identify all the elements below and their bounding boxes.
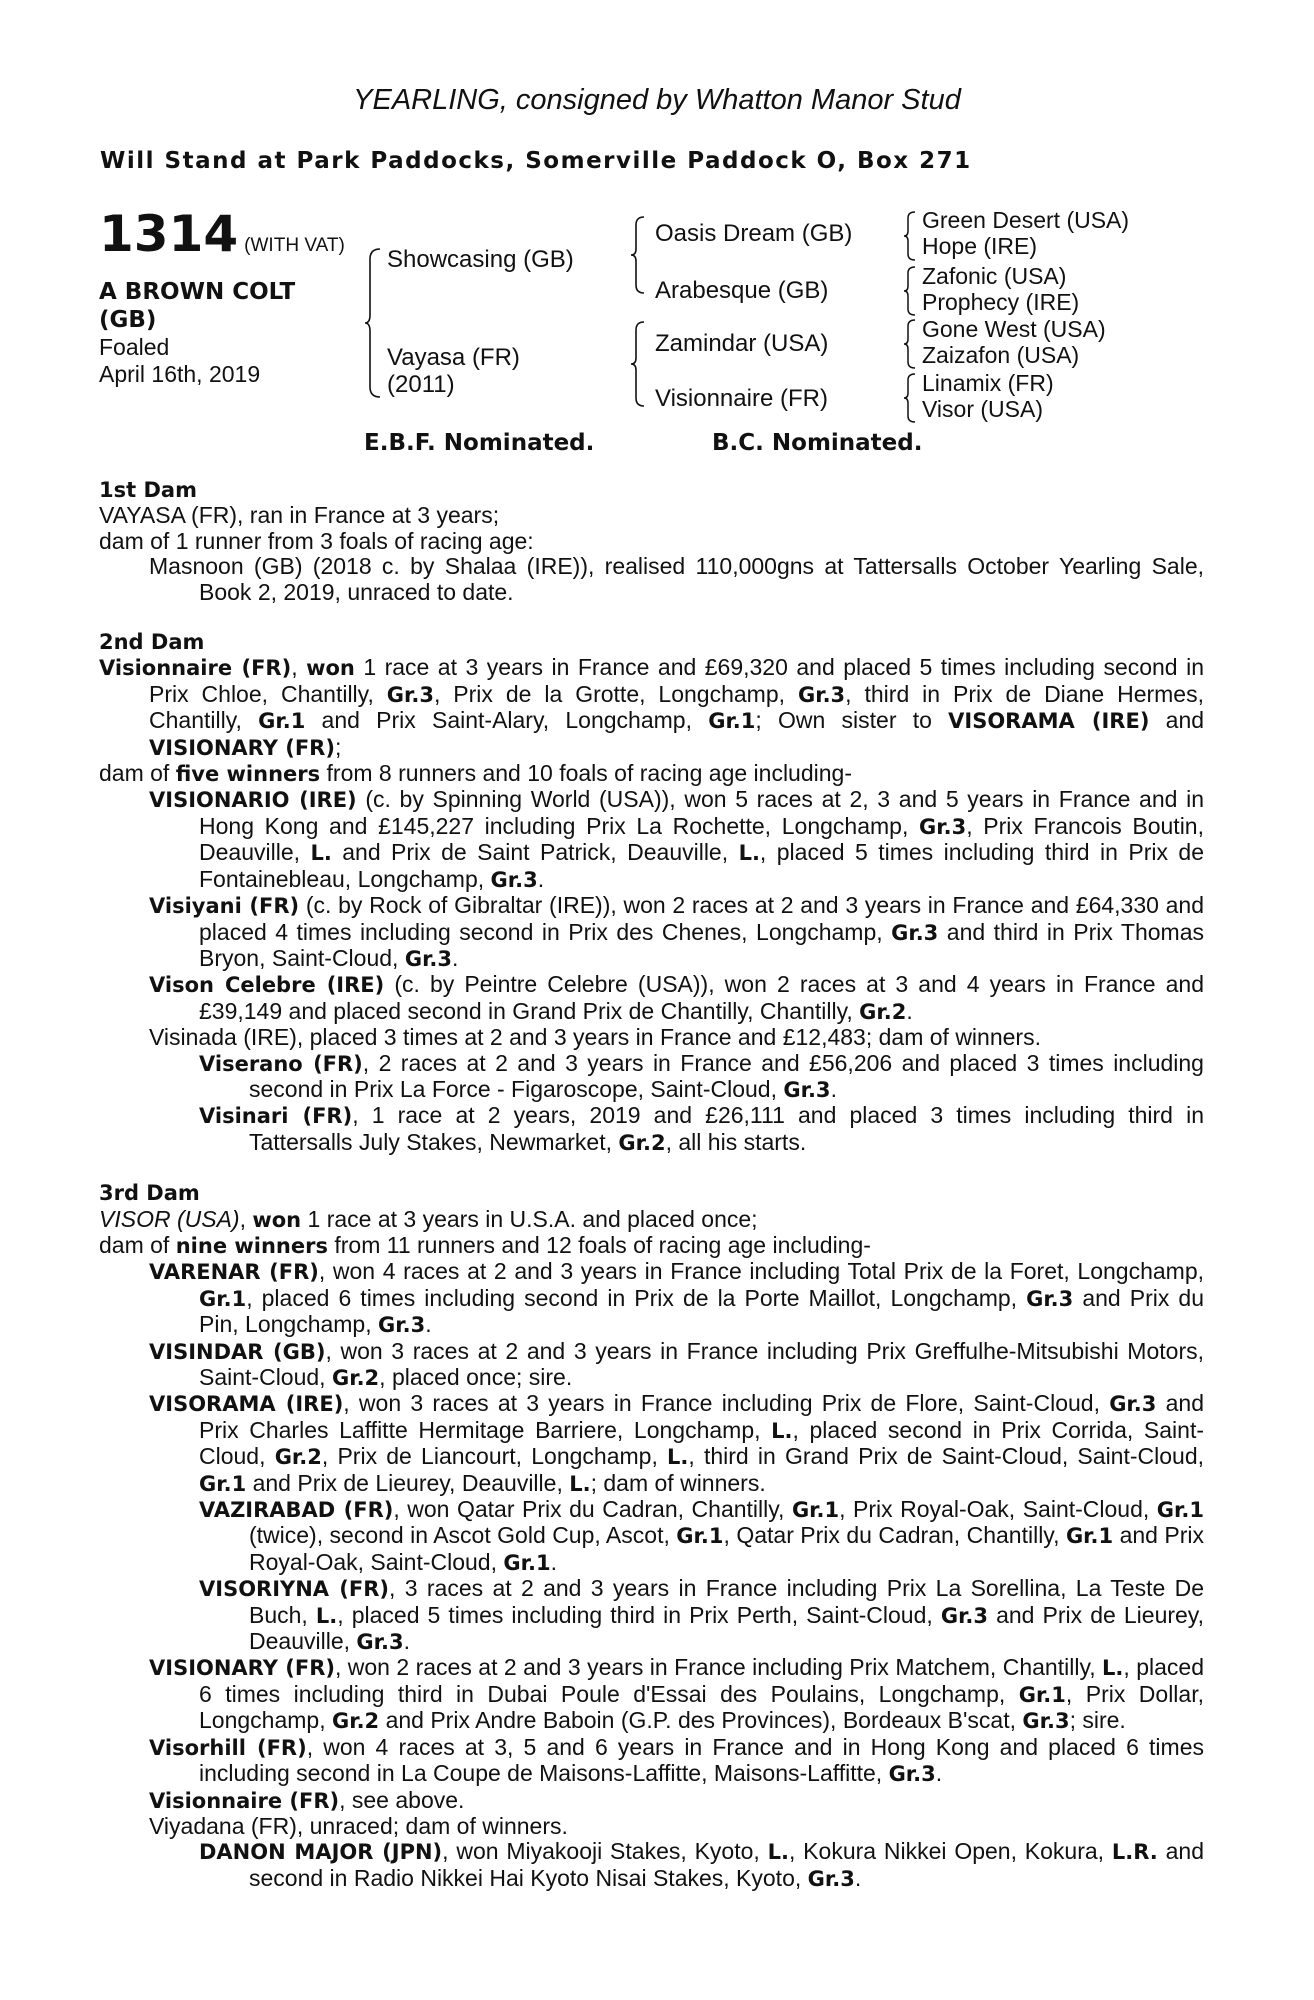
grade-label: L. xyxy=(667,1445,689,1470)
grade-label: Gr.3 xyxy=(356,1630,404,1655)
text-segment: . xyxy=(537,865,545,892)
grade-label: Gr.1 xyxy=(1065,1524,1114,1549)
horse-name: VISORAMA (IRE) xyxy=(149,1392,344,1417)
text-segment: , won 4 races at 3, 5 and 6 years in France and in Hong Kong and placed 6 times including second in La Coupe de Maisons-Laffitte, Maisons-Laffitte, xyxy=(199,1733,1204,1787)
horse-name: Visiyani (FR) xyxy=(149,894,300,919)
text-segment: (c. by Rock of Gibraltar (IRE)), won 2 races at 2 and 3 years in France and £64,330 and placed 4 times including second in Prix des Chenes, Longchamp, xyxy=(199,892,1205,945)
grade-label: Gr.1 xyxy=(676,1524,724,1549)
text-segment: , won 3 races at 3 years in France including Prix de Flore, Saint-Cloud, xyxy=(343,1390,1110,1417)
sister-name: VISORAMA (IRE) xyxy=(948,709,1150,734)
text-segment: from 11 runners and 12 foals of racing age including- xyxy=(327,1231,871,1258)
grade-label: L. xyxy=(738,841,760,866)
first-dam-produce: Masnoon (GB) (2018 c. by Shalaa (IRE)), realised 110,000gns at Tattersalls October Yearling Sale, Book 2, 2019, unraced to date. xyxy=(149,553,1204,605)
grade-label: L. xyxy=(310,841,332,866)
grade-label: Gr.3 xyxy=(490,867,538,892)
produce-visinari xyxy=(99,1103,1204,1156)
text-segment: (c. by Peintre Celebre (USA)), won 2 races at 3 and 4 years in France and £39,149 and placed second in Grand Prix de Chantilly, Chantilly, xyxy=(199,971,1204,1024)
text-segment: , won 2 races at 2 and 3 years in France including Prix Matchem, Chantilly, xyxy=(334,1654,1103,1681)
horse-name: VISIONARY (FR) xyxy=(149,1656,335,1681)
pedigree-g4: Prophecy (IRE) xyxy=(922,289,1080,315)
pedigree-g2: Hope (IRE) xyxy=(922,233,1038,259)
text-segment: , all his starts. xyxy=(665,1128,807,1155)
grade-label: Gr.1 xyxy=(199,1471,247,1496)
third-dam-entry: VISOR (USA), won 1 race at 3 years in U.S.A. and placed once; xyxy=(99,1205,758,1232)
text-segment: ; dam of winners. xyxy=(590,1469,766,1496)
produce-visinada: Visinada (IRE), placed 3 times at 2 and 3 years in France and £12,483; dam of winners. xyxy=(149,1024,1041,1051)
bc-nominated: B.C. Nominated. xyxy=(712,430,923,456)
grade-label: Gr.3 xyxy=(1109,1392,1157,1417)
grade-label: Gr.3 xyxy=(378,1313,426,1338)
second-dam-heading: 2nd Dam xyxy=(99,630,205,655)
grade-label: L.R. xyxy=(1111,1840,1158,1865)
produce-visionnaire xyxy=(99,1788,1204,1814)
text-segment: (twice), second in Ascot Gold Cup, Ascot, xyxy=(249,1522,677,1549)
text-segment: . xyxy=(425,1311,432,1338)
pedigree-g1: Green Desert (USA) xyxy=(922,207,1130,233)
first-dam-line1: VAYASA (FR), ran in France at 3 years; xyxy=(99,502,500,529)
grade-label: L. xyxy=(569,1471,591,1496)
text-segment: and Prix du Pin, Longchamp, xyxy=(199,1284,1204,1338)
catalogue-text xyxy=(99,478,1204,1892)
horse-name: VAZIRABAD (FR) xyxy=(199,1498,394,1523)
won-label: won xyxy=(306,656,355,681)
grade-label: Gr.3 xyxy=(797,682,846,707)
text-segment: . xyxy=(452,944,459,971)
text-segment: , Kokura Nikkei Open, Kokura, xyxy=(788,1838,1112,1865)
text-segment: , Prix de la Grotte, Longchamp, xyxy=(433,680,798,707)
horse-name: Vison Celebre (IRE) xyxy=(149,973,385,998)
pedigree-g7: Linamix (FR) xyxy=(922,370,1054,396)
lot-block xyxy=(99,205,359,388)
produce-vison-celebre xyxy=(99,972,1204,1025)
grade-label: L. xyxy=(315,1603,338,1628)
text-segment: and Prix de Lieurey, Deauville, xyxy=(249,1601,1204,1655)
text-segment: , Prix Dollar, Longchamp, xyxy=(199,1680,1204,1734)
pedigree-sire: Showcasing (GB) xyxy=(387,246,574,273)
text-segment: and xyxy=(1149,707,1205,734)
horse-name: Viserano (FR) xyxy=(199,1051,363,1076)
text-segment: , Prix Francois Boutin, Deauville, xyxy=(199,812,1204,866)
third-dam-name: VISOR (USA) xyxy=(99,1205,240,1232)
winners-count: nine winners xyxy=(175,1233,328,1258)
horse-name: Visorhill (FR) xyxy=(149,1735,307,1760)
lot-number-line xyxy=(99,205,359,272)
third-dam-heading: 3rd Dam xyxy=(99,1181,200,1206)
grade-label: Gr.3 xyxy=(940,1603,989,1628)
grade-label: Gr.3 xyxy=(1022,1709,1070,1734)
stand-location: Will Stand at Park Paddocks, Somerville Paddock O, Box 271 xyxy=(100,148,972,174)
grade-label: Gr.1 xyxy=(503,1550,551,1575)
text-segment: . xyxy=(854,1864,862,1891)
grade-label: L. xyxy=(1102,1656,1124,1681)
produce-viserano xyxy=(99,1051,1204,1104)
produce-visorama xyxy=(99,1391,1204,1497)
horse-name: Visinari (FR) xyxy=(199,1104,353,1129)
grade-label: Gr.2 xyxy=(618,1130,666,1155)
text-segment: dam of xyxy=(99,1231,176,1258)
text-segment: ; Own sister to xyxy=(755,707,949,734)
text-segment: and Prix de Lieurey, Deauville, xyxy=(246,1469,570,1496)
text-segment: , Qatar Prix du Cadran, Chantilly, xyxy=(723,1522,1066,1549)
produce-visiyani xyxy=(99,893,1204,972)
first-dam-line2: dam of 1 runner from 3 foals of racing age: xyxy=(99,527,534,554)
colt-line1: A BROWN COLT xyxy=(99,279,296,305)
produce-visionary xyxy=(99,1655,1204,1734)
produce-viyadana: Viyadana (FR), unraced; dam of winners. xyxy=(149,1812,568,1839)
produce-varenar xyxy=(99,1259,1204,1338)
pedigree-sire-dam: Arabesque (GB) xyxy=(655,277,829,304)
pedigree-g6: Zaizafon (USA) xyxy=(922,342,1080,368)
grade-label: Gr.2 xyxy=(274,1445,322,1470)
text-segment: and Prix Andre Baboin (G.P. des Provinces), Bordeaux B'scat, xyxy=(379,1707,1023,1734)
grade-label: Gr.3 xyxy=(1026,1286,1074,1311)
pedigree-g5: Gone West (USA) xyxy=(922,316,1106,342)
grade-label: Gr.2 xyxy=(859,999,907,1024)
pedigree-sire-sire: Oasis Dream (GB) xyxy=(655,220,853,247)
produce-visoriyna xyxy=(99,1576,1204,1655)
produce-visorhill xyxy=(99,1735,1204,1788)
produce-visionario xyxy=(99,787,1204,893)
text-segment: . xyxy=(550,1548,557,1575)
first-dam-heading: 1st Dam xyxy=(99,478,197,502)
text-segment: 1 race at 3 years in France and £69,320 and placed 5 times including second in Prix Chloe, Chantilly, xyxy=(149,654,1204,707)
grade-label: Gr.3 xyxy=(783,1077,831,1102)
grade-label: Gr.1 xyxy=(199,1286,247,1311)
text-segment: , placed once; sire. xyxy=(379,1364,573,1390)
text-segment: and Prix Charles Laffitte Hermitage Barriere, Longchamp, xyxy=(199,1390,1204,1443)
text-segment: , won 4 races at 2 and 3 years in France including Total Prix de la Foret, Longchamp, xyxy=(318,1258,1204,1285)
grade-label: Gr.1 xyxy=(1156,1498,1204,1523)
pedigree-g3: Zafonic (USA) xyxy=(922,263,1067,289)
grade-label: Gr.2 xyxy=(331,1366,380,1390)
produce-visindar xyxy=(99,1339,1204,1392)
text-segment: (c. by Spinning World (USA)), won 5 races at 2, 3 and 5 years in France and in Hong Kong and £145,227 including Prix La Rochette, Longchamp, xyxy=(199,786,1204,839)
grade-label: Gr.2 xyxy=(331,1709,380,1734)
colt-description xyxy=(99,278,359,334)
text-segment: , won Qatar Prix du Cadran, Chantilly, xyxy=(393,1496,792,1523)
text-segment: and Prix Royal-Oak, Saint-Cloud, xyxy=(249,1522,1204,1575)
text-segment: and second in Radio Nikkei Hai Kyoto Nisai Stakes, Kyoto, xyxy=(249,1838,1204,1891)
text-segment: , placed 5 times including third in Prix Perth, Saint-Cloud, xyxy=(337,1601,941,1628)
grade-label: Gr.3 xyxy=(919,814,967,839)
horse-name: VISIONARIO (IRE) xyxy=(149,788,357,813)
text-segment: , see above. xyxy=(339,1786,465,1813)
grade-label: Gr.1 xyxy=(1018,1682,1066,1707)
pedigree-dam-sire: Zamindar (USA) xyxy=(655,330,829,357)
pedigree-brace-sire xyxy=(630,215,646,295)
lot-number: 1314 xyxy=(99,205,239,263)
pedigree-brace-sire-dam xyxy=(364,247,382,399)
vat-note: (WITH VAT) xyxy=(244,235,345,256)
text-segment: , won Miyakooji Stakes, Kyoto, xyxy=(442,1838,768,1865)
pedigree-brace-g2 xyxy=(903,265,917,317)
text-segment: , placed second in Prix Corrida, Saint-Cloud, xyxy=(199,1416,1204,1470)
produce-vazirabad xyxy=(99,1497,1204,1576)
text-segment: , third in Prix de Diane Hermes, Chantilly, xyxy=(149,680,1204,734)
foaled-date: April 16th, 2019 xyxy=(99,361,261,387)
third-dam-dam-of xyxy=(99,1233,1204,1259)
grade-label: Gr.1 xyxy=(258,709,306,734)
grade-label: Gr.3 xyxy=(404,946,453,971)
grade-label: Gr.3 xyxy=(807,1866,855,1891)
text-segment: , placed 6 times including second in Prix de la Porte Maillot, Longchamp, xyxy=(246,1284,1027,1311)
second-dam-entry: Visionnaire (FR), won 1 race at 3 years in France and £69,320 and placed 5 times including second in Prix Chloe, Chantilly, Gr.3, Prix de la Grotte, Longchamp, Gr.3, third in Prix de Diane Hermes, Chantilly, Gr.1 and Prix Saint-Alary, Longchamp, Gr.1; Own sister to VISORAMA (IRE) and VISIONARY (FR); xyxy=(99,654,1205,760)
grade-label: Gr.3 xyxy=(888,1762,936,1787)
produce-danon-major xyxy=(99,1839,1204,1892)
text-segment: . xyxy=(935,1760,943,1787)
text-segment: and Prix de Saint Patrick, Deauville, xyxy=(331,839,739,866)
text-segment: , placed 6 times including third in Dubai Poule d'Essai des Poulains, Longchamp, xyxy=(199,1654,1204,1707)
pedigree-dam: Vayasa (FR) xyxy=(387,344,520,371)
sister-name: VISIONARY (FR) xyxy=(149,735,335,760)
text-segment: 1 race at 3 years in U.S.A. and placed once; xyxy=(301,1205,758,1232)
grade-label: L. xyxy=(771,1418,793,1443)
second-dam-name: Visionnaire (FR) xyxy=(99,656,292,681)
horse-name: DANON MAJOR (JPN) xyxy=(199,1840,443,1865)
horse-name: Visionnaire (FR) xyxy=(149,1788,340,1813)
grade-label: Gr.1 xyxy=(708,709,756,734)
text-segment: . xyxy=(830,1075,837,1102)
text-segment: , won 3 races at 2 and 3 years in France including Prix Greffulhe-Mitsubishi Motors, Saint-Cloud, xyxy=(199,1337,1204,1390)
winners-count: five winners xyxy=(175,762,321,787)
foaled-label: Foaled xyxy=(99,334,170,360)
pedigree-dam-year: (2011) xyxy=(387,371,455,398)
grade-label: Gr.3 xyxy=(386,682,434,707)
text-segment: . xyxy=(403,1628,410,1655)
ebf-nominated: E.B.F. Nominated. xyxy=(364,430,595,456)
text-segment: and third in Prix Thomas Bryon, Saint-Cloud, xyxy=(199,918,1204,971)
text-segment: and Prix Saint-Alary, Longchamp, xyxy=(305,707,709,734)
pedigree-brace-g3 xyxy=(903,318,917,370)
text-segment: dam of xyxy=(99,760,176,787)
horse-name: VARENAR (FR) xyxy=(149,1260,319,1285)
second-dam-dam-of xyxy=(99,761,1204,787)
text-segment: from 8 runners and 10 foals of racing age including- xyxy=(320,760,852,787)
grade-label: L. xyxy=(767,1840,789,1865)
text-segment: , 1 race at 2 years, 2019 and £26,111 and placed 3 times including third in Tattersalls July Stakes, Newmarket, xyxy=(249,1102,1204,1155)
text-segment: , third in Grand Prix de Saint-Cloud, Saint-Cloud, xyxy=(688,1443,1205,1470)
text-segment: . xyxy=(906,997,913,1024)
pedigree-g8: Visor (USA) xyxy=(922,396,1043,422)
text-segment: ; xyxy=(334,733,342,760)
text-segment: , 3 races at 2 and 3 years in France including Prix La Sorellina, La Teste De Buch, xyxy=(249,1575,1204,1628)
pedigree-brace-dam xyxy=(630,320,646,408)
pedigree-brace-g1 xyxy=(903,210,917,262)
won-label: won xyxy=(252,1207,302,1232)
colt-line2: (GB) xyxy=(99,307,157,333)
pedigree-dam-dam: Visionnaire (FR) xyxy=(655,385,828,412)
pedigree-brace-g4 xyxy=(903,372,917,424)
grade-label: Gr.3 xyxy=(891,920,939,945)
text-segment: , placed 5 times including third in Prix de Fontainebleau, Longchamp, xyxy=(199,839,1204,892)
horse-name: VISINDAR (GB) xyxy=(149,1339,326,1364)
text-segment: ; sire. xyxy=(1069,1707,1126,1734)
consignor-line: YEARLING, consigned by Whatton Manor Stud xyxy=(353,84,961,116)
text-segment: , 2 races at 2 and 3 years in France and £56,206 and placed 3 times including second in Prix La Force - Figaroscope, Saint-Cloud, xyxy=(249,1049,1204,1102)
text-segment: , Prix Royal-Oak, Saint-Cloud, xyxy=(839,1496,1157,1523)
grade-label: Gr.1 xyxy=(791,1498,840,1523)
text-segment: , Prix de Liancourt, Longchamp, xyxy=(321,1443,668,1470)
horse-name: VISORIYNA (FR) xyxy=(199,1577,390,1602)
